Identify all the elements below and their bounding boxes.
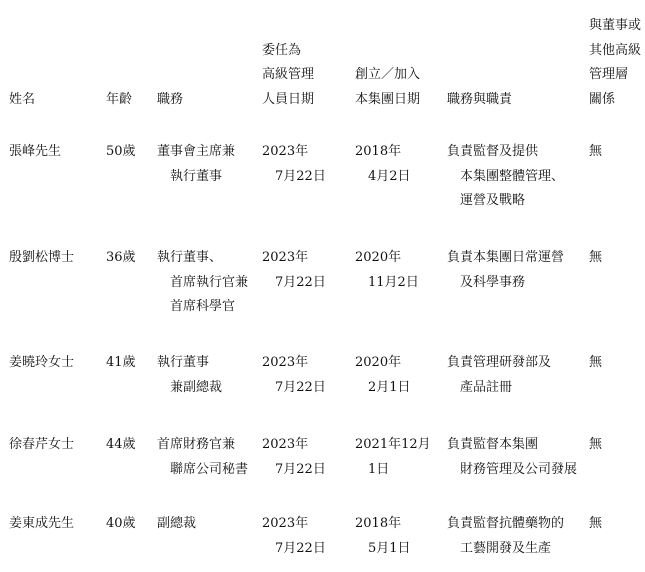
row-1-appointment-line: 2023年 (262, 144, 309, 159)
row-3-position (157, 351, 222, 400)
row-3-name-line: 姜曉玲女士 (9, 355, 75, 370)
row-2-relationship (589, 246, 602, 271)
row-5-relationship (589, 512, 602, 537)
header-joining-line: 本集團日期 (355, 91, 421, 107)
header-appointment-line: 人員日期 (262, 91, 315, 107)
row-4-position (157, 433, 248, 482)
header-name (9, 88, 35, 113)
row-5-joining-line: 2018年 (355, 516, 402, 531)
row-1-responsibilities-line: 運營及戰略 (460, 193, 526, 208)
row-5-age-line: 40歲 (106, 516, 136, 531)
row-1-responsibilities-line: 本集團整體管理、 (460, 168, 565, 184)
row-5-appointment-line: 7月22日 (275, 540, 326, 556)
row-4-age-line: 44歲 (106, 437, 136, 452)
row-2-name-line: 殷劉松博士 (9, 250, 75, 265)
header-joining-line: 創立／加入 (355, 67, 421, 82)
row-4-responsibilities-line: 財務管理及公司發展 (460, 461, 578, 477)
row-2-appointment (262, 246, 326, 295)
row-2-appointment-line: 7月22日 (275, 274, 326, 290)
row-2-appointment-line: 2023年 (262, 250, 309, 265)
row-4-position-line: 首席財務官兼 (157, 437, 236, 452)
row-4-responsibilities-line: 負責監督本集團 (447, 437, 539, 452)
header-appointment-line: 委任為 (262, 42, 302, 58)
header-relationship-line: 關係 (589, 91, 616, 107)
row-3-name (9, 351, 74, 376)
row-1-name (9, 140, 61, 165)
row-4-joining-line: 1日 (368, 461, 390, 477)
row-2-relationship-line: 無 (589, 250, 603, 265)
row-1-position-line: 董事會主席兼 (157, 144, 236, 159)
row-4-appointment (262, 433, 326, 482)
row-3-responsibilities-line: 產品註冊 (460, 379, 513, 395)
row-3-joining (355, 351, 411, 400)
header-responsibilities (447, 88, 512, 113)
row-1-age (106, 140, 136, 165)
row-2-joining-line: 11月2日 (368, 274, 419, 290)
row-1-position-line: 執行董事 (170, 168, 223, 184)
row-4-name (9, 433, 74, 458)
row-4-relationship (589, 433, 602, 458)
row-2-responsibilities-line: 負責本集團日常運營 (447, 250, 565, 265)
row-4-name-line: 徐春芹女士 (9, 437, 75, 452)
row-4-appointment-line: 2023年 (262, 437, 309, 452)
row-3-age-line: 41歲 (106, 355, 136, 370)
row-3-appointment-line: 2023年 (262, 355, 309, 370)
row-2-joining-line: 2020年 (355, 250, 402, 265)
row-2-responsibilities-line: 及科學事務 (460, 274, 526, 290)
row-1-responsibilities-line: 負責監督及提供 (447, 144, 539, 159)
header-name-line: 姓名 (9, 91, 36, 107)
row-3-appointment (262, 351, 326, 400)
row-5-responsibilities-line: 工藝開發及生產 (460, 540, 552, 556)
row-1-relationship (589, 140, 602, 165)
row-2-joining (355, 246, 419, 295)
row-1-name-line: 張峰先生 (9, 144, 62, 159)
row-3-joining-line: 2020年 (355, 355, 402, 370)
row-2-age (106, 246, 136, 271)
row-5-appointment (262, 512, 326, 561)
header-appointment (262, 39, 314, 113)
header-position (157, 88, 183, 113)
row-3-appointment-line: 7月22日 (275, 379, 326, 395)
row-1-joining-line: 2018年 (355, 144, 402, 159)
row-2-position (157, 246, 248, 320)
row-3-responsibilities (447, 351, 551, 400)
row-4-responsibilities (447, 433, 577, 482)
row-2-position-line: 首席科學官 (170, 299, 236, 314)
row-2-age-line: 36歲 (106, 250, 136, 265)
row-5-age (106, 512, 136, 537)
row-2-responsibilities (447, 246, 564, 295)
row-4-joining-line: 2021年12月 (355, 437, 431, 452)
row-1-position (157, 140, 235, 189)
row-2-position-line: 首席執行官兼 (170, 274, 249, 290)
row-5-joining (355, 512, 411, 561)
row-4-appointment-line: 7月22日 (275, 461, 326, 477)
header-relationship-line: 其他高級 (589, 42, 642, 58)
row-5-appointment-line: 2023年 (262, 516, 309, 531)
row-1-appointment (262, 140, 326, 189)
row-5-position (157, 512, 196, 537)
row-1-age-line: 50歲 (106, 144, 136, 159)
row-5-responsibilities (447, 512, 564, 561)
row-1-appointment-line: 7月22日 (275, 168, 326, 184)
header-relationship-line: 與董事或 (589, 18, 642, 33)
row-2-name (9, 246, 74, 271)
row-3-position-line: 兼副總裁 (170, 379, 223, 395)
header-position-line: 職務 (157, 91, 184, 107)
row-5-position-line: 副總裁 (157, 516, 197, 531)
row-3-age (106, 351, 136, 376)
row-1-responsibilities (447, 140, 564, 214)
row-4-age (106, 433, 136, 458)
row-3-relationship-line: 無 (589, 355, 603, 370)
header-relationship (589, 14, 641, 112)
row-3-responsibilities-line: 負責管理研發部及 (447, 355, 552, 370)
row-1-relationship-line: 無 (589, 144, 603, 159)
row-5-name-line: 姜東成先生 (9, 516, 75, 531)
row-4-position-line: 聯席公司秘書 (170, 461, 249, 477)
header-relationship-line: 管理層 (589, 67, 629, 82)
row-3-joining-line: 2月1日 (368, 379, 411, 395)
row-1-joining-line: 4月2日 (368, 168, 411, 184)
row-3-position-line: 執行董事 (157, 355, 210, 370)
header-responsibilities-line: 職務與職責 (447, 91, 513, 107)
row-5-joining-line: 5月1日 (368, 540, 411, 556)
header-age (106, 88, 132, 113)
row-2-position-line: 執行董事、 (157, 250, 223, 265)
row-4-joining (355, 433, 431, 482)
row-4-relationship-line: 無 (589, 437, 603, 452)
header-joining (355, 63, 420, 112)
header-appointment-line: 高級管理 (262, 67, 315, 82)
row-5-name (9, 512, 74, 537)
row-3-relationship (589, 351, 602, 376)
row-1-joining (355, 140, 411, 189)
row-5-relationship-line: 無 (589, 516, 603, 531)
row-5-responsibilities-line: 負責監督抗體藥物的 (447, 516, 565, 531)
header-age-line: 年齡 (106, 91, 133, 107)
